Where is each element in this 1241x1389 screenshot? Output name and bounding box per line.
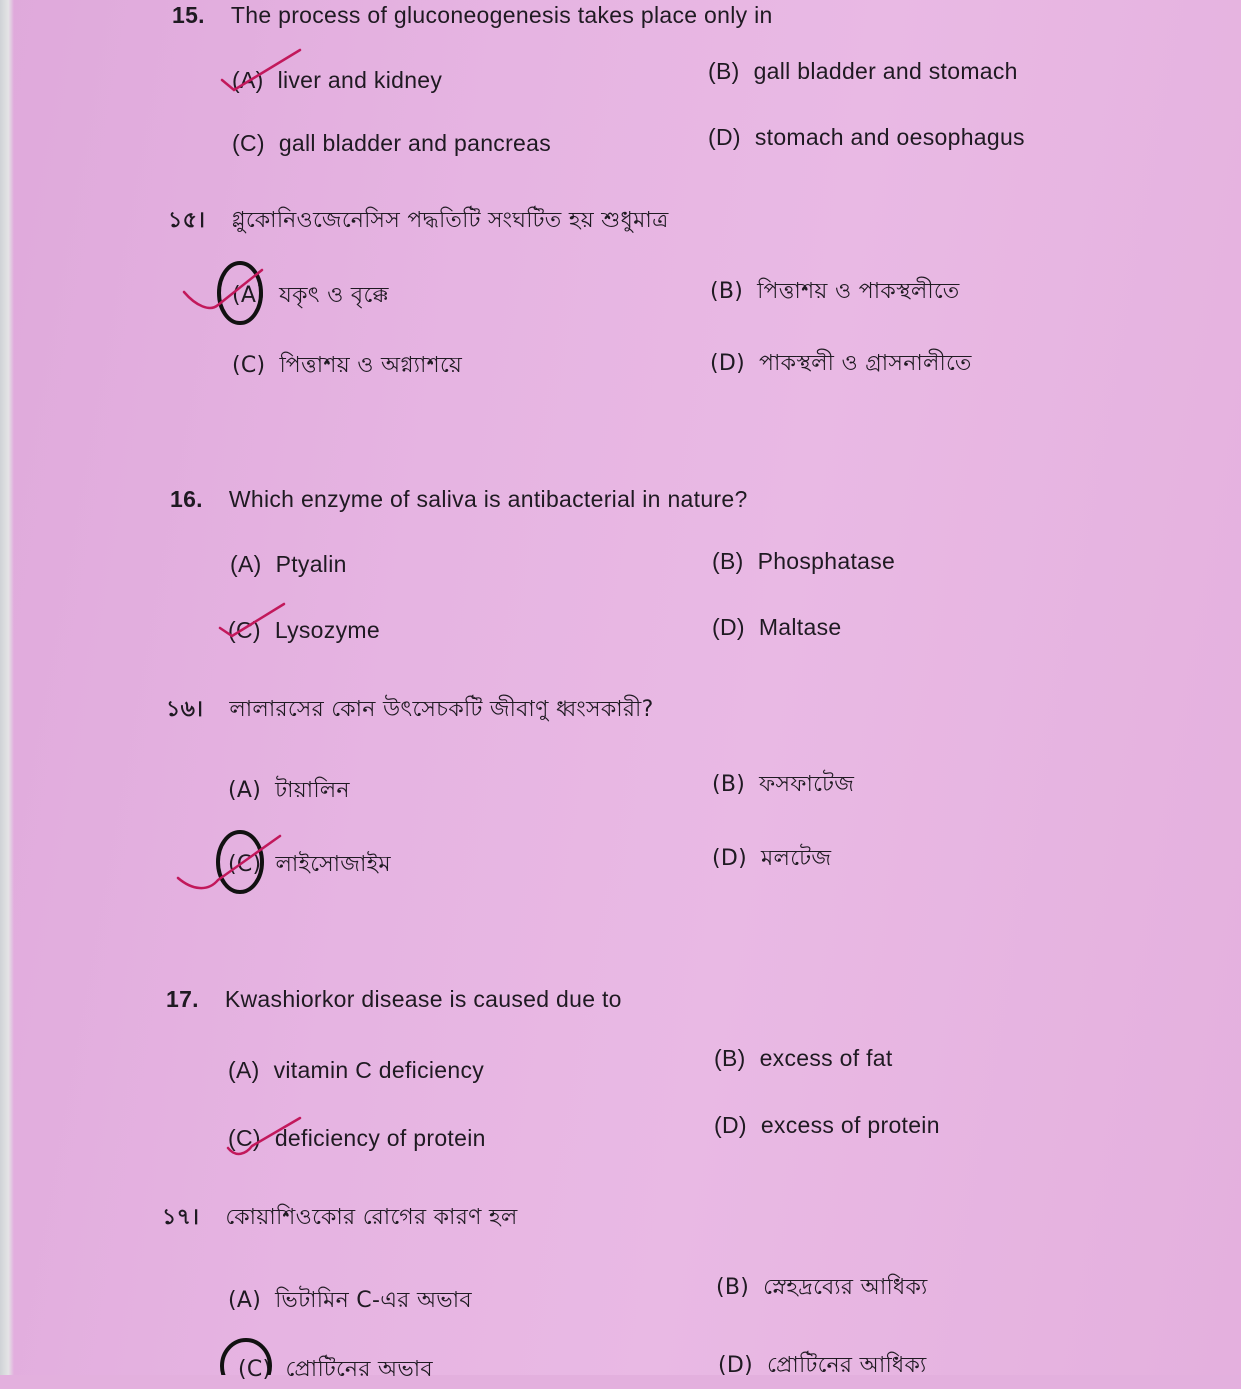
question-15-bn xyxy=(168,203,669,240)
option-text: ভিটামিন C-এর অভাব xyxy=(275,1288,472,1313)
option-text: liver and kidney xyxy=(277,67,443,93)
option-text: পিত্তাশয় ও পাকস্থলীতে xyxy=(757,279,960,304)
option-16-b[interactable] xyxy=(712,548,895,575)
option-text: প্রোটিনের আধিক্য xyxy=(767,1353,927,1378)
option-key: (C) xyxy=(228,617,261,643)
option-15-b-bn[interactable] xyxy=(710,274,960,311)
option-text: পাকস্থলী ও গ্রাসনালীতে xyxy=(759,351,972,376)
option-16-c-bn[interactable] xyxy=(228,847,391,884)
option-text: Ptyalin xyxy=(275,551,347,577)
option-key: (B) xyxy=(714,1045,746,1071)
option-text: মলটেজ xyxy=(761,846,832,871)
option-text: স্নেহদ্রব্যের আধিক্য xyxy=(763,1275,928,1300)
option-text: যকৃৎ ও বৃক্কে xyxy=(279,283,389,308)
option-15-b[interactable] xyxy=(708,58,1018,85)
option-key: (A) xyxy=(228,1057,260,1083)
option-text: vitamin C deficiency xyxy=(273,1057,485,1083)
question-text-bn: গ্লুকোনিওজেনেসিস পদ্ধতিটি সংঘটিত হয় শুধুমাত্র xyxy=(231,208,669,233)
option-15-c-bn[interactable] xyxy=(232,348,462,385)
option-key: (D) xyxy=(710,351,746,376)
option-text: gall bladder and pancreas xyxy=(278,130,552,156)
option-key: (A) xyxy=(232,67,264,93)
option-17-a-bn[interactable] xyxy=(228,1283,472,1320)
option-15-d[interactable] xyxy=(708,124,1025,151)
option-key: (D) xyxy=(714,1112,747,1138)
option-key: (D) xyxy=(708,124,741,150)
option-key: (B) xyxy=(710,279,744,304)
option-key: (C) xyxy=(228,852,262,877)
option-text: টায়ালিন xyxy=(275,778,350,803)
question-number-bn: ১৬। xyxy=(166,697,204,722)
option-key: (B) xyxy=(716,1275,750,1300)
option-text: excess of fat xyxy=(759,1045,893,1071)
option-key: (C) xyxy=(232,353,266,378)
option-key: (B) xyxy=(712,548,744,574)
option-17-c[interactable] xyxy=(228,1125,486,1152)
option-17-a[interactable] xyxy=(228,1057,484,1084)
option-15-c[interactable] xyxy=(232,130,551,157)
option-17-d-bn[interactable] xyxy=(718,1348,927,1385)
option-17-d[interactable] xyxy=(714,1112,940,1139)
question-text-bn: লালারসের কোন উৎসেচকটি জীবাণু ধ্বংসকারী? xyxy=(229,697,654,722)
option-16-b-bn[interactable] xyxy=(712,767,854,804)
option-text: ফসফাটেজ xyxy=(759,772,855,797)
question-17-bn xyxy=(162,1200,518,1237)
question-text: Which enzyme of saliva is antibacterial in nature? xyxy=(228,486,748,512)
option-text: excess of protein xyxy=(760,1112,940,1138)
option-text: deficiency of protein xyxy=(274,1125,486,1151)
option-key: (D) xyxy=(712,614,745,640)
option-text: Lysozyme xyxy=(274,617,380,643)
option-text: Phosphatase xyxy=(757,548,896,574)
option-text: লাইসোজাইম xyxy=(275,852,391,877)
question-text: Kwashiorkor disease is caused due to xyxy=(224,986,622,1012)
question-text: The process of gluconeogenesis takes place only in xyxy=(230,2,773,28)
option-16-c[interactable] xyxy=(228,617,380,644)
option-key: (A) xyxy=(228,778,262,803)
option-16-a[interactable] xyxy=(230,551,347,578)
option-key: (A) xyxy=(232,283,266,308)
question-16-bn xyxy=(166,692,654,729)
option-key: (C) xyxy=(228,1125,261,1151)
option-17-c-bn[interactable] xyxy=(238,1352,433,1389)
question-number: 16. xyxy=(170,486,203,512)
page-edge-shadow xyxy=(0,0,14,1375)
option-text: পিত্তাশয় ও অগ্ন্যাশয়ে xyxy=(279,353,463,378)
option-key: (D) xyxy=(718,1353,754,1378)
option-key: (C) xyxy=(238,1357,272,1382)
option-17-b-bn[interactable] xyxy=(716,1270,928,1307)
question-number: 17. xyxy=(166,986,199,1012)
question-number-bn: ১৫। xyxy=(168,208,206,233)
option-15-d-bn[interactable] xyxy=(710,346,972,383)
question-number-bn: ১৭। xyxy=(162,1205,200,1230)
question-number: 15. xyxy=(172,2,205,28)
option-16-d[interactable] xyxy=(712,614,841,641)
option-text: প্রোটিনের অভাব xyxy=(285,1357,433,1382)
option-text: Maltase xyxy=(758,614,842,640)
option-key: (A) xyxy=(228,1288,262,1313)
option-key: (C) xyxy=(232,130,265,156)
option-15-a[interactable] xyxy=(232,67,442,94)
question-17-en xyxy=(166,986,622,1013)
option-16-d-bn[interactable] xyxy=(712,841,831,878)
option-key: (A) xyxy=(230,551,262,577)
option-15-a-bn[interactable] xyxy=(232,278,389,315)
option-text: gall bladder and stomach xyxy=(753,58,1018,84)
question-text-bn: কোয়াশিওকোর রোগের কারণ হল xyxy=(225,1205,518,1230)
option-17-b[interactable] xyxy=(714,1045,893,1072)
question-15-en xyxy=(172,2,773,29)
question-16-en xyxy=(170,486,748,513)
option-key: (D) xyxy=(712,846,748,871)
option-key: (B) xyxy=(712,772,746,797)
option-key: (B) xyxy=(708,58,740,84)
option-16-a-bn[interactable] xyxy=(228,773,350,810)
option-text: stomach and oesophagus xyxy=(754,124,1025,150)
